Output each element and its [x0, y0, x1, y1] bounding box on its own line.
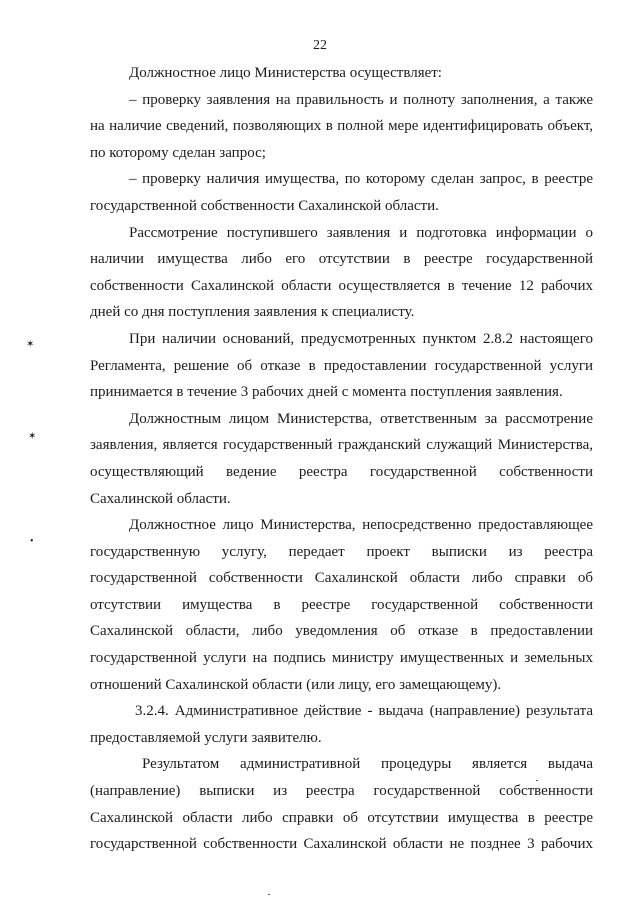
text-line: отношений Сахалинской области (или лицу, его замещающему). [90, 676, 502, 693]
text-line: государственной собственности Сахалинской области не позднее 3 рабочих [90, 836, 593, 853]
text-line: Сахалинской области, либо уведомления об отказе в предоставлении [90, 623, 593, 640]
document-body [90, 60, 593, 858]
text-line: – проверку заявления на правильность и полноту заполнения, а также [129, 91, 593, 108]
margin-mark: • [30, 536, 34, 547]
text-line: 3.2.4. Административное действие - выдача (направление) результата [135, 703, 593, 720]
text-line: осуществляющий ведение реестра государственной собственности [90, 463, 593, 480]
text-line: принимается в течение 3 рабочих дней с момента поступления заявления. [90, 384, 563, 401]
text-line: собственности Сахалинской области осуществляется в течение 12 рабочих [90, 277, 593, 294]
text-line: – проверку наличия имущества, по которому сделан запрос, в реестре [129, 171, 593, 188]
text-line: Должностное лицо Министерства, непосредственно предоставляющее [129, 517, 593, 534]
page-number: 22 [313, 38, 327, 53]
text-line: Должностным лицом Министерства, ответственным за рассмотрение [129, 410, 593, 427]
text-line: Должностное лицо Министерства осуществляет: [129, 65, 442, 81]
text-line: Сахалинской области. [90, 490, 231, 507]
text-line: (направление) выписки из реестра государственной собственности [90, 783, 593, 800]
text-line: дней со дня поступления заявления к специалисту. [90, 304, 415, 321]
text-line: государственной собственности Сахалинской области либо справки об [90, 570, 593, 587]
text-line: предоставляемой услуги заявителю. [90, 729, 322, 746]
scan-speck [268, 894, 270, 895]
margin-mark: ✶ [26, 339, 35, 350]
text-line: государственной собственности Сахалинской области. [90, 197, 439, 214]
margin-mark: ✶ [28, 431, 37, 442]
text-line: При наличии оснований, предусмотренных пунктом 2.8.2 настоящего [129, 330, 593, 347]
text-line: Рассмотрение поступившего заявления и подготовка информации о [129, 224, 593, 241]
text-line: наличии имущества либо его отсутствии в реестре государственной [90, 251, 593, 268]
text-line: Регламента, решение об отказе в предоставлении государственной услуги [90, 357, 593, 374]
text-line: Сахалинской области либо справки об отсутствии имущества в реестре [90, 809, 593, 826]
text-line: отсутствии имущества в реестре государственной собственности [90, 596, 593, 613]
text-line: по которому сделан запрос; [90, 144, 266, 161]
text-line: на наличие сведений, позволяющих в полной мере идентифицировать объект, [90, 118, 593, 135]
text-line: Результатом административной процедуры является выдача [142, 756, 593, 773]
text-line: государственной услуги на подпись министру имущественных и земельных [90, 650, 593, 667]
text-line: заявления, является государственный гражданский служащий Министерства, [90, 437, 593, 454]
text-line: государственную услугу, передает проект выписки из реестра [90, 543, 593, 560]
